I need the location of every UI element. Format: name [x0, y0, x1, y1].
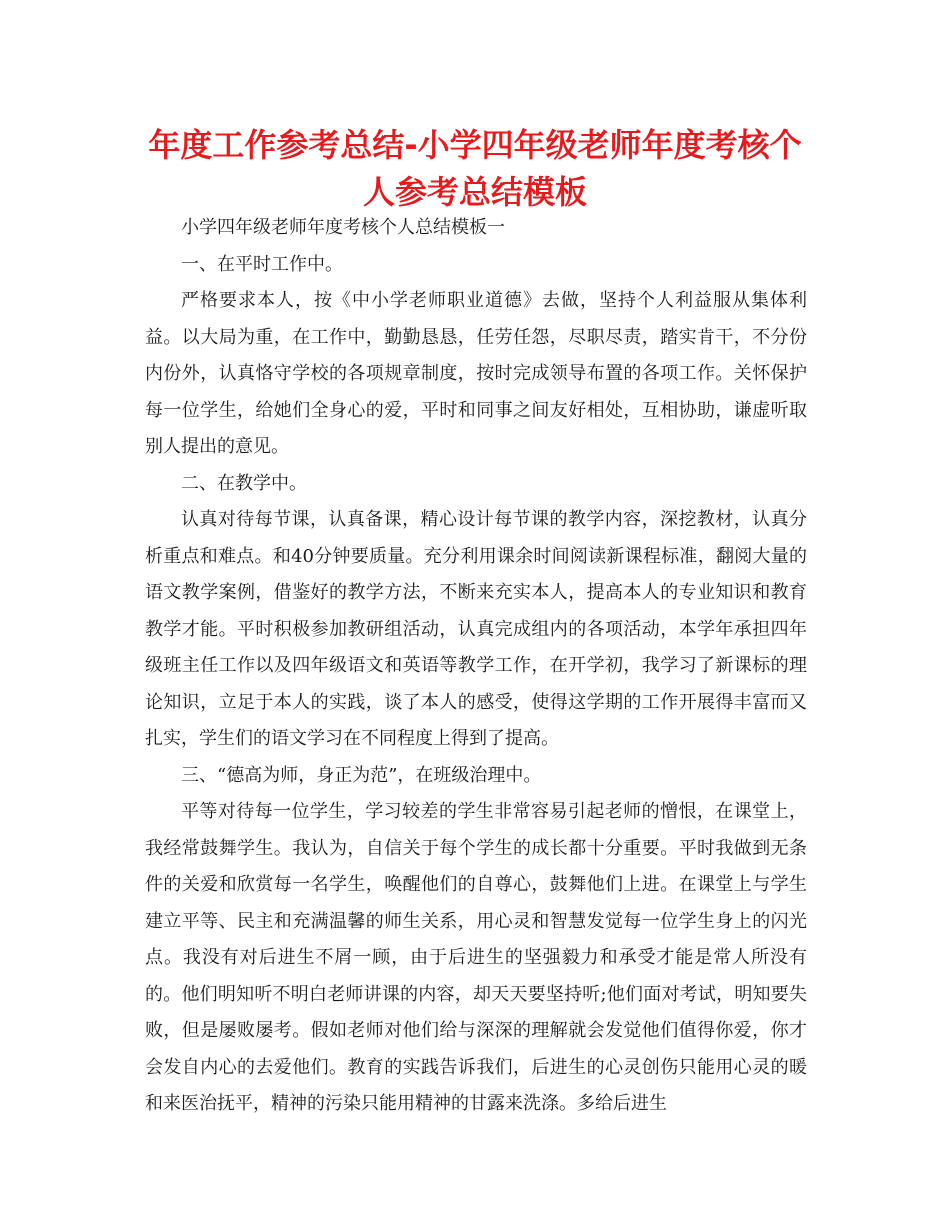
paragraph-2: 认真对待每节课，认真备课，精心设计每节课的教学内容，深挖教材，认真分析重点和难点。和40分钟要质量。充分利用课余时间阅读新课程标准，翻阅大量的语文教学案例，借鉴好的教学方法，不断来充实本人，提高本人的专业知识和教育教学才能。平时积极参加教研组活动，认真完成组内的各项活动，本学年承担四年级班主任工作以及四年级语文和英语等教学工作，在开学初，我学习了新课标的理论知识，立足于本人的实践，谈了本人的感受，使得这学期的工作开展得丰富而又扎实，学生们的语文学习在不同程度上得到了提高。: [145, 509, 807, 749]
section-heading-3: 三、“德高为师，身正为范”，在班级治理中。: [181, 764, 542, 786]
document-body: [145, 210, 807, 1123]
paragraph-subtitle: 小学四年级老师年度考核个人总结模板一: [181, 217, 505, 238]
section-heading-2: 二、在教学中。: [181, 472, 307, 494]
paragraph-3: 平等对待每一位学生，学习较差的学生非常容易引起老师的憎恨，在课堂上，我经常鼓舞学生。我认为，自信关于每个学生的成长都十分重要。平时我做到无条件的关爱和欣赏每一名学生，唤醒他们的自尊心，鼓舞他们上进。在课堂上与学生建立平等、民主和充满温馨的师生关系，用心灵和智慧发觉每一位学生身上的闪光点。我没有对后进生不屑一顾，由于后进生的坚强毅力和承受才能是常人所没有的。他们明知听不明白老师讲课的内容，却天天要坚持听;他们面对考试，明知要失败，但是屡败屡考。假如老师对他们给与深深的理解就会发觉他们值得你爱，你才会发自内心的去爱他们。教育的实践告诉我们，后进生的心灵创伤只能用心灵的暖和来医治抚平，精神的污染只能用精神的甘露来洗涤。多给后进生: [145, 801, 807, 1114]
paragraph-1: 严格要求本人，按《中小学老师职业道德》去做，坚持个人利益服从集体利益。以大局为重，在工作中，勤勤恳恳，任劳任怨，尽职尽责，踏实肯干，不分份内份外，认真恪守学校的各项规章制度，按时完成领导布置的各项工作。关怀保护每一位学生，给她们全身心的爱，平时和同事之间友好相处，互相协助，谦虚听取别人提出的意见。: [145, 290, 807, 457]
section-heading-1: 一、在平时工作中。: [181, 253, 343, 275]
document-title: 年度工作参考总结-小学四年级老师年度考核个人参考总结模板: [148, 126, 802, 211]
